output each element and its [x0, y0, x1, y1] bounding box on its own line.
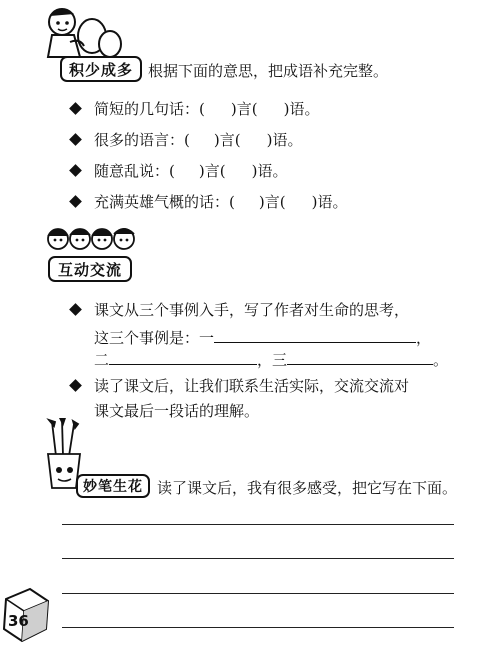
idiom-meaning: 很多的语言：	[94, 131, 185, 149]
idiom-middle: )言(	[258, 193, 286, 211]
answer-blank-example-1[interactable]	[214, 330, 416, 343]
q1-line2-prefix: 这三个事例是：一	[94, 329, 215, 347]
writing-line-4[interactable]	[62, 627, 454, 628]
idiom-end: )语。	[283, 100, 320, 118]
writing-line-1[interactable]	[62, 524, 454, 525]
page-number: 36	[8, 612, 29, 630]
idiom-middle: )言(	[213, 131, 241, 149]
idiom-middle: )言(	[198, 162, 226, 180]
section-badge-hudongjiaoliu: 互动交流	[48, 256, 132, 282]
idiom-meaning: 简短的几句话：	[94, 100, 200, 118]
group-of-children-illustration	[44, 226, 136, 256]
idiom-end: )语。	[311, 193, 348, 211]
idiom-end: )语。	[251, 162, 288, 180]
q1-line2-end: ，	[416, 329, 432, 347]
idiom-open-paren: (	[184, 131, 190, 149]
q1-line3-mid: ，三	[257, 351, 288, 369]
idiom-meaning: 随意乱说：	[94, 162, 170, 180]
q1-line3-prefix: 二	[94, 351, 110, 369]
writing-line-2[interactable]	[62, 558, 454, 559]
q2-line1: 读了课文后，让我们联系生活实际，交流交流对	[94, 377, 410, 395]
idiom-open-paren: (	[229, 193, 235, 211]
bullet-diamond-icon	[69, 133, 82, 146]
bullet-diamond-icon	[69, 164, 82, 177]
bullet-diamond-icon	[69, 102, 82, 115]
bullet-diamond-icon	[69, 379, 82, 392]
section1-instruction: 根据下面的意思，把成语补充完整。	[148, 62, 389, 80]
answer-blank-example-2[interactable]	[109, 352, 257, 365]
idiom-end: )语。	[266, 131, 303, 149]
q1-line3-end: 。	[433, 351, 449, 369]
q2-line2: 课文最后一段话的理解。	[94, 402, 260, 420]
idiom-open-paren: (	[169, 162, 175, 180]
bullet-diamond-icon	[69, 195, 82, 208]
answer-blank-example-3[interactable]	[287, 352, 433, 365]
q1-line1: 课文从三个事例入手，写了作者对生命的思考，	[94, 301, 410, 319]
idiom-middle: )言(	[230, 100, 258, 118]
writing-line-3[interactable]	[62, 593, 454, 594]
section3-instruction: 读了课文后，我有很多感受，把它写在下面。	[157, 479, 458, 497]
section-badge-jishaochengduo: 积少成多	[60, 56, 142, 82]
bullet-diamond-icon	[69, 303, 82, 316]
idiom-meaning: 充满英雄气概的话：	[94, 193, 230, 211]
cartoon-kid-with-egg-illustration	[40, 2, 125, 60]
section-badge-miaobishenghua: 妙笔生花	[76, 474, 150, 498]
idiom-open-paren: (	[199, 100, 205, 118]
